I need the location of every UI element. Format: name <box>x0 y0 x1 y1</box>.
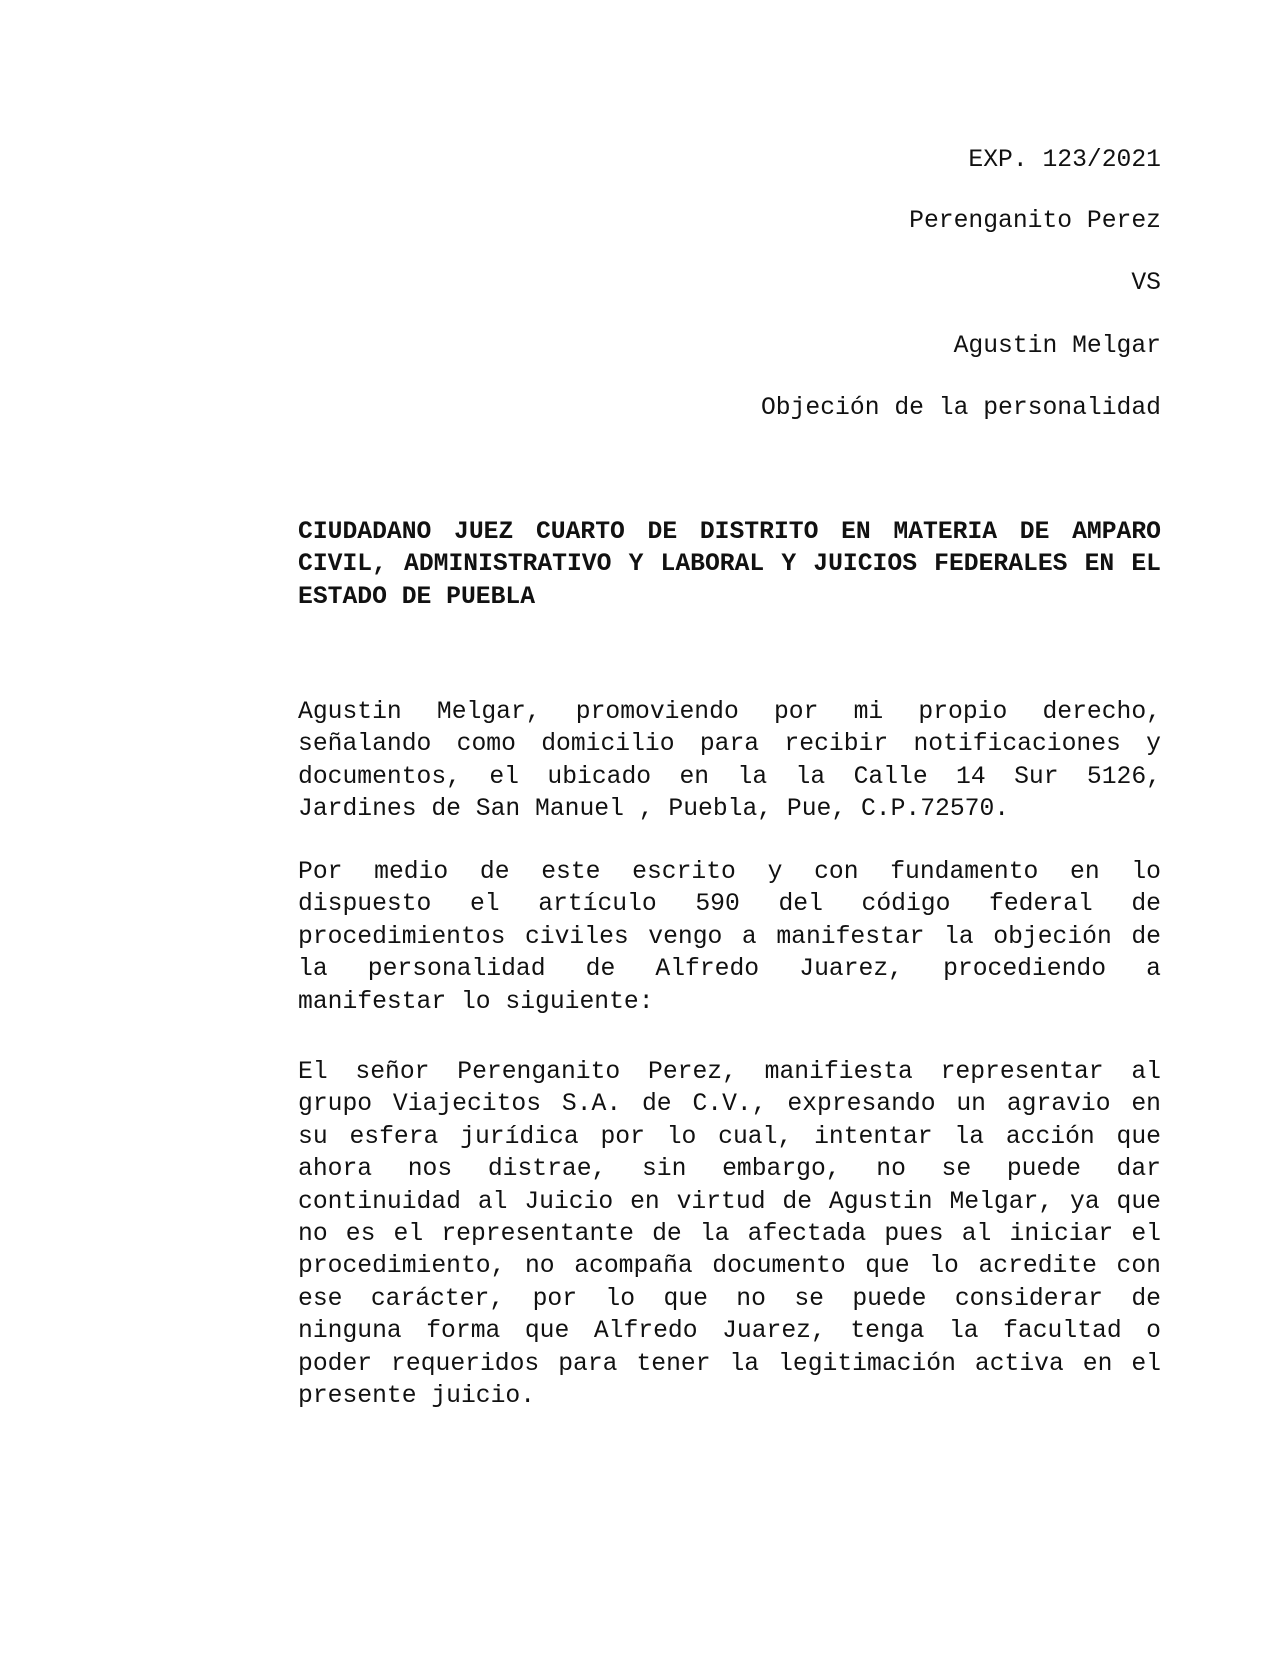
paragraph-line: manifestar lo siguiente: <box>298 987 654 1016</box>
paragraph-line: su esfera jurídica por lo cual, intentar la acción que <box>298 1122 1161 1151</box>
paragraph-argument <box>298 1056 1161 1412</box>
paragraph-line: documentos, el ubicado en la la Calle 14 Sur 5126, <box>298 762 1161 791</box>
paragraph-line: poder requeridos para tener la legitimación activa en el <box>298 1349 1161 1378</box>
paragraph-line: la personalidad de Alfredo Juarez, procediendo a <box>298 955 1161 984</box>
addressee-heading <box>298 516 1161 613</box>
addressee-line: CIUDADANO JUEZ CUARTO DE DISTRITO EN MATERIA DE AMPARO <box>298 518 1161 546</box>
paragraph-line: ese carácter, por lo que no se puede considerar de <box>298 1284 1161 1313</box>
case-number: EXP. 123/2021 <box>968 146 1161 174</box>
paragraph-line: Por medio de este escrito y con fundamento en lo <box>298 858 1161 886</box>
paragraph-line: continuidad al Juicio en virtud de Agustin Melgar, ya que <box>298 1187 1161 1216</box>
paragraph-line: procedimientos civiles vengo a manifestar la objeción de <box>298 922 1161 951</box>
defendant-name: Agustin Melgar <box>953 332 1161 360</box>
paragraph-line: señalando como domicilio para recibir notificaciones y <box>298 730 1161 759</box>
paragraph-intro <box>298 696 1161 826</box>
plaintiff-name: Perenganito Perez <box>909 207 1161 235</box>
paragraph-line: ninguna forma que Alfredo Juarez, tenga la facultad o <box>298 1317 1161 1346</box>
versus-label: VS <box>1131 269 1161 297</box>
addressee-line: ESTADO DE PUEBLA <box>298 582 536 611</box>
paragraph-basis <box>298 856 1161 1018</box>
paragraph-line: no es el representante de la afectada pues al iniciar el <box>298 1219 1161 1248</box>
paragraph-line: ahora nos distrae, sin embargo, no se puede dar <box>298 1155 1161 1184</box>
paragraph-line: procedimiento, no acompaña documento que lo acredite con <box>298 1252 1161 1281</box>
paragraph-line: Jardines de San Manuel , Puebla, Pue, C.P.72570. <box>298 795 1010 824</box>
paragraph-line: El señor Perenganito Perez, manifiesta representar al <box>298 1058 1161 1086</box>
paragraph-line: Agustin Melgar, promoviendo por mi propio derecho, <box>298 698 1161 726</box>
paragraph-line: presente juicio. <box>298 1381 536 1410</box>
paragraph-line: dispuesto el artículo 590 del código federal de <box>298 890 1161 919</box>
addressee-line: CIVIL, ADMINISTRATIVO Y LABORAL Y JUICIOS FEDERALES EN EL <box>298 550 1161 579</box>
document-subject: Objeción de la personalidad <box>760 394 1161 422</box>
paragraph-line: grupo Viajecitos S.A. de C.V., expresando un agravio en <box>298 1090 1161 1119</box>
